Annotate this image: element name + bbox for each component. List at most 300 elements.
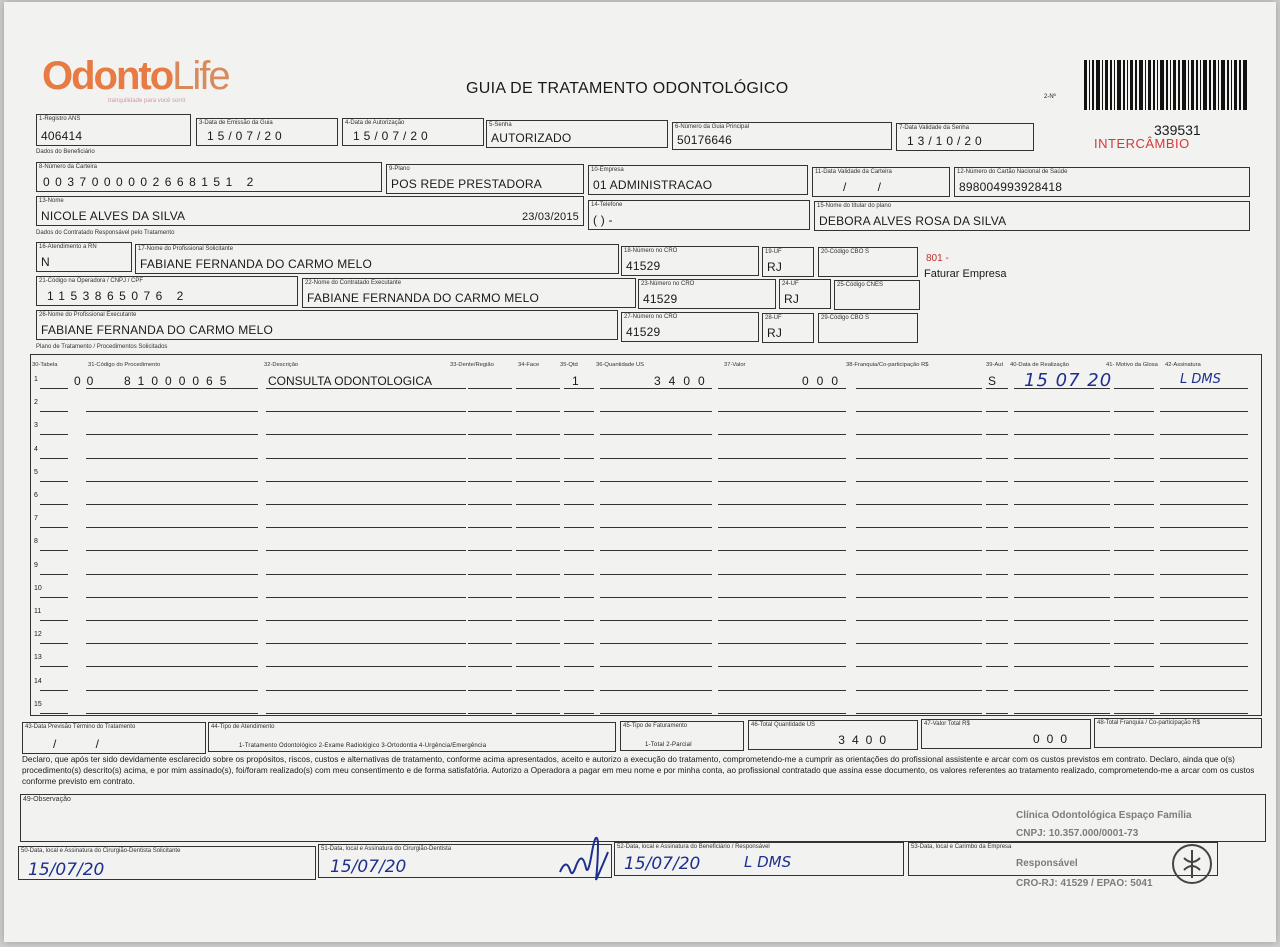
sig-50-box: 50-Data, local e Assinatura do Cirurgião-Dentista Solicitante — [18, 846, 316, 880]
row-field-line — [266, 566, 466, 575]
stamp-cnpj: CNPJ: 10.357.000/0001-73 — [1016, 828, 1139, 839]
table-header: 31-Código do Procedimento — [88, 362, 161, 368]
row-field-line — [1014, 519, 1110, 528]
row-field-line — [856, 519, 982, 528]
row-field-line — [468, 519, 512, 528]
row-field-line — [1014, 589, 1110, 598]
row-field-line — [516, 635, 560, 644]
cro-18-value: 41529 — [626, 259, 661, 273]
row-field-line — [1114, 589, 1154, 598]
stamp-responsavel: Responsável — [1016, 858, 1078, 869]
table-row — [34, 608, 1254, 622]
row-field-line — [266, 635, 466, 644]
row-field-line — [1160, 658, 1248, 667]
row-field-line — [1114, 519, 1154, 528]
row-field-line — [986, 612, 1008, 621]
row-field-line — [986, 566, 1008, 575]
row-field-line — [986, 496, 1008, 505]
row-field-line — [1014, 426, 1110, 435]
row-field-line — [86, 589, 258, 598]
tipo-atendimento-value: 1-Tratamento Odontológico 2-Exame Radiológico 3-Ortodontia 4-Urgência/Emergência — [239, 743, 487, 749]
row-field-line — [40, 496, 68, 505]
total-us-value: 3400 — [838, 733, 893, 747]
row-field-line — [986, 589, 1008, 598]
row-field-line — [718, 519, 846, 528]
row-field-line — [40, 566, 68, 575]
guia-document — [4, 2, 1276, 942]
cartao-nacional-box: 12-Número do Cartão Nacional de Saúde 898004993928418 — [954, 167, 1250, 197]
row-field-line — [564, 635, 594, 644]
row-field-line — [266, 658, 466, 667]
plano-box: 9-Plano POS REDE PRESTADORA — [386, 164, 584, 194]
prof-solicitante-value: FABIANE FERNANDA DO CARMO MELO — [140, 257, 373, 271]
row-number: 13 — [34, 654, 42, 662]
row-field-line — [40, 473, 68, 482]
row-field-line — [516, 589, 560, 598]
row-field-line — [856, 473, 982, 482]
table-row — [34, 562, 1254, 576]
row-field-line — [856, 450, 982, 459]
sig-51-date: 15/07/20 — [330, 857, 407, 877]
row-field-line — [564, 450, 594, 459]
row-field-line — [266, 496, 466, 505]
row-field-line — [1014, 635, 1110, 644]
cro-27-value: 41529 — [626, 325, 661, 339]
row-field-line — [564, 519, 594, 528]
row-number: 8 — [34, 538, 38, 546]
row-field-line — [1114, 496, 1154, 505]
row-field-line — [86, 542, 258, 551]
nome-box: 13-Nome NICOLE ALVES DA SILVA 23/03/2015 — [36, 196, 584, 226]
empresa-box: 10-Empresa 01 ADMINISTRACAO — [588, 165, 808, 195]
observacao-box: 49-Observação — [20, 794, 1266, 842]
row-field-line — [516, 519, 560, 528]
row-field-line — [856, 589, 982, 598]
row-field-line — [40, 380, 68, 389]
faturar-code: 801 - — [926, 253, 949, 264]
row-field-line — [856, 542, 982, 551]
row-field-line — [468, 635, 512, 644]
row-field-line — [1014, 403, 1110, 412]
contratado-exec-box: 22-Nome do Contratado Executante FABIANE FERNANDA DO CARMO MELO — [302, 278, 636, 308]
table-row — [34, 678, 1254, 692]
row-field-line — [86, 496, 258, 505]
row-field-line — [1114, 682, 1154, 691]
row-field-line — [600, 566, 712, 575]
nome-value: NICOLE ALVES DA SILVA — [41, 209, 186, 223]
row-valor: 000 — [802, 374, 847, 388]
row-field-line — [564, 426, 594, 435]
table-row — [34, 446, 1254, 460]
row-field-line — [1114, 473, 1154, 482]
row-field-line — [718, 589, 846, 598]
declaration-text: Declaro, que após ter sido devidamente esclarecido sobre os propósitos, riscos, custos e alternativas de tratamento, conforme acima apresentados, aceito e autorizo a execução do tratamento, comprometendo-me a cumprir as orientações do profissional assistente e arcar com os custos previstos em contrato. Declaro, ainda que o(s) procedimento(s) descrito(s) acima, e por mim assinado(s), foi/foram realizado(s) com meu consentimento e de forma satisfatória. Autorizo a Operadora a pagar em meu nome e por minha conta, ao profissional contratado que assina esse documento, os valores referentes ao tratamento realizado, comprometendo-me a arcar com os custos conforme previsto em contrato. — [22, 755, 1255, 786]
row-field-line — [266, 589, 466, 598]
row-field-line — [40, 589, 68, 598]
row-field-line — [40, 403, 68, 412]
row-field-line — [1114, 705, 1154, 714]
row-field-line — [1160, 612, 1248, 621]
row-field-line — [266, 705, 466, 714]
table-row — [34, 399, 1254, 413]
row-number: 11 — [34, 608, 42, 615]
plano-value: POS REDE PRESTADORA — [391, 177, 542, 191]
registro-ans-value: 406414 — [41, 129, 83, 143]
row-field-line — [564, 542, 594, 551]
table-header: 41- Motivo da Glosa — [1106, 362, 1158, 368]
stamp-cro: CRO-RJ: 41529 / EPAO: 5041 — [1016, 878, 1153, 889]
row-data-realizacao: 15 07 20 — [1024, 370, 1113, 391]
row-field-line — [516, 566, 560, 575]
row-field-line — [86, 426, 258, 435]
cro-23-box: 23-Número no CRO 41529 — [638, 279, 776, 309]
row-field-line — [564, 566, 594, 575]
row-field-line — [856, 403, 982, 412]
row-field-line — [718, 612, 846, 621]
row-field-line — [1160, 589, 1248, 598]
row-field-line — [564, 589, 594, 598]
table-row — [34, 701, 1254, 715]
row-field-line — [40, 450, 68, 459]
row-field-line — [40, 542, 68, 551]
table-row — [34, 654, 1254, 668]
row-field-line — [86, 403, 258, 412]
row-field-line — [1014, 542, 1110, 551]
senha-box: 5-Senha AUTORIZADO — [486, 120, 668, 148]
carteira-value: 0037000002668151 2 — [43, 175, 259, 189]
valor-total-value: 000 — [1032, 732, 1074, 746]
validade-carteira-value: / / — [843, 180, 896, 194]
row-field-line — [600, 612, 712, 621]
row-field-line — [600, 635, 712, 644]
total-franquia-box: 48-Total Franquia / Co-participação R$ — [1094, 718, 1262, 748]
row-field-line — [856, 682, 982, 691]
row-field-line — [986, 473, 1008, 482]
carteira-box: 8-Número da Carteira 0037000002668151 2 — [36, 162, 382, 192]
stamp-clinic: Clínica Odontológica Espaço Família — [1016, 810, 1192, 821]
row-field-line — [600, 450, 712, 459]
validade-senha-value: 13/10/20 — [907, 134, 986, 148]
cbo-29-box: 29-Código CBO S — [818, 313, 918, 343]
row-field-line — [86, 566, 258, 575]
titular-box: 15-Nome do titular do plano DEBORA ALVES ROSA DA SILVA — [814, 201, 1250, 231]
row-field-line — [1114, 566, 1154, 575]
data-emissao-box: 3-Data de Emissão da Guia 15/07/20 — [196, 118, 338, 146]
row-field-line — [718, 542, 846, 551]
cnes-box: 25-Código CNES — [834, 280, 920, 310]
validade-senha-box: 7-Data Validade da Senha 13/10/20 — [896, 123, 1034, 151]
sig-53-box: 53-Data, local e Carimbo da Empresa — [908, 842, 1218, 876]
telefone-box: 14-Telefone ( ) - — [588, 200, 810, 230]
row-field-line — [516, 705, 560, 714]
row-field-line — [856, 612, 982, 621]
empresa-value: 01 ADMINISTRACAO — [593, 178, 713, 192]
row-number: 6 — [34, 492, 38, 499]
row-field-line — [40, 519, 68, 528]
document-title: GUIA DE TRATAMENTO ODONTOLÓGICO — [466, 80, 789, 97]
row-field-line — [600, 658, 712, 667]
row-field-line — [1014, 496, 1110, 505]
tipo-faturamento-value: 1-Total 2-Parcial — [645, 742, 692, 748]
row-field-line — [986, 426, 1008, 435]
row-field-line — [516, 542, 560, 551]
row-field-line — [856, 380, 982, 389]
row-field-line — [40, 705, 68, 714]
row-number: 3 — [34, 422, 38, 430]
table-header: 36-Quantidade US — [596, 362, 645, 368]
row-field-line — [856, 658, 982, 667]
row-field-line — [564, 658, 594, 667]
row-field-line — [86, 612, 258, 621]
row-field-line — [468, 450, 512, 459]
registro-ans-box: 1-Registro ANS 406414 — [36, 114, 191, 146]
row-field-line — [718, 403, 846, 412]
row-field-line — [600, 705, 712, 714]
logo-tagline: tranquilidade para você sorrir — [108, 98, 186, 104]
row-field-line — [986, 682, 1008, 691]
row-field-line — [1114, 426, 1154, 435]
prof-exec-box: 26-Nome do Profissional Executante FABIANE FERNANDA DO CARMO MELO — [36, 310, 618, 340]
previsao-value: / / — [53, 737, 118, 751]
cro-27-box: 27-Número no CRO 41529 — [621, 312, 759, 342]
table-row — [34, 585, 1254, 599]
guia-number: 339531 — [1154, 122, 1201, 138]
row-field-line — [516, 612, 560, 621]
prof-solicitante-box: 17-Nome do Profissional Solicitante FABIANE FERNANDA DO CARMO MELO — [135, 244, 619, 274]
uf-24-box: 24-UF RJ — [779, 279, 831, 309]
row-number: 10 — [34, 584, 42, 592]
row-field-line — [856, 496, 982, 505]
row-us: 3400 — [654, 374, 713, 388]
row-field-line — [1114, 403, 1154, 412]
barcode-icon — [1084, 60, 1248, 110]
row-field-line — [1014, 566, 1110, 575]
row-field-line — [1114, 612, 1154, 621]
prof-exec-value: FABIANE FERNANDA DO CARMO MELO — [41, 323, 274, 337]
row-field-line — [468, 426, 512, 435]
row-field-line — [600, 403, 712, 412]
row-field-line — [516, 473, 560, 482]
row-field-line — [1014, 705, 1110, 714]
table-row — [34, 631, 1254, 645]
row-field-line — [468, 589, 512, 598]
row-field-line — [86, 682, 258, 691]
cartao-nacional-value: 898004993928418 — [959, 180, 1063, 194]
row-field-line — [1114, 635, 1154, 644]
row-field-line — [1160, 635, 1248, 644]
row-field-line — [718, 635, 846, 644]
table-row — [34, 370, 1254, 391]
section-beneficiario: Dados do Beneficiário — [36, 149, 95, 155]
row-field-line — [856, 426, 982, 435]
table-header: 38-Franquia/Co-participação R$ — [846, 362, 929, 368]
row-field-line — [856, 635, 982, 644]
row-number: 4 — [34, 445, 38, 453]
row-field-line — [40, 682, 68, 691]
row-field-line — [600, 682, 712, 691]
table-row — [34, 515, 1254, 529]
row-field-line — [1114, 380, 1154, 389]
row-number: 9 — [34, 561, 38, 569]
data-autorizacao-box: 4-Data de Autorização 15/07/20 — [342, 118, 484, 146]
row-descricao: CONSULTA ODONTOLOGICA — [268, 374, 433, 388]
row-number: 5 — [34, 468, 38, 476]
sig-52-signature: L DMS — [744, 853, 792, 871]
row-field-line — [718, 426, 846, 435]
row-field-line — [468, 403, 512, 412]
row-field-line — [1014, 612, 1110, 621]
row-field-line — [856, 566, 982, 575]
row-field-line — [468, 473, 512, 482]
row-field-line — [468, 380, 512, 389]
row-field-line — [564, 705, 594, 714]
guia-number-label: 2-Nº — [1044, 94, 1056, 100]
titular-value: DEBORA ALVES ROSA DA SILVA — [819, 214, 1007, 228]
row-field-line — [600, 542, 712, 551]
sig-52-date: 15/07/20 — [624, 854, 701, 874]
row-tabela: 00 — [74, 374, 100, 388]
row-field-line — [718, 473, 846, 482]
table-row — [34, 538, 1254, 552]
row-field-line — [986, 519, 1008, 528]
valor-total-box: 47-Valor Total R$ 000 — [921, 719, 1091, 749]
row-field-line — [718, 682, 846, 691]
telefone-value: ( ) - — [593, 213, 613, 227]
cnpj-box: 21-Código na Operadora / CNPJ / CPF 1153865076 2 — [36, 276, 298, 306]
uf-28-value: RJ — [767, 326, 783, 340]
table-header: 35-Qtd — [560, 362, 578, 368]
row-field-line — [516, 450, 560, 459]
row-field-line — [266, 403, 466, 412]
row-aut: S — [988, 374, 997, 388]
row-field-line — [1160, 473, 1248, 482]
stamp-seal-icon — [1170, 842, 1214, 886]
row-number: 15 — [34, 700, 42, 708]
row-field-line — [718, 496, 846, 505]
row-field-line — [516, 682, 560, 691]
senha-value: AUTORIZADO — [491, 131, 572, 145]
guia-principal-value: 50176646 — [677, 133, 732, 147]
row-field-line — [516, 658, 560, 667]
section-contratado: Dados do Contratado Responsável pelo Tratamento — [36, 230, 175, 236]
row-number: 7 — [34, 515, 38, 523]
row-field-line — [468, 566, 512, 575]
row-field-line — [1160, 403, 1248, 412]
row-number: 12 — [34, 631, 42, 639]
row-field-line — [718, 450, 846, 459]
atendimento-rn-box: 16-Atendimento a RN N — [36, 242, 132, 272]
row-field-line — [516, 380, 560, 389]
row-field-line — [468, 496, 512, 505]
row-field-line — [600, 473, 712, 482]
cro-18-box: 18-Número no CRO 41529 — [621, 246, 759, 276]
row-field-line — [718, 566, 846, 575]
row-assinatura: L DMS — [1180, 372, 1221, 387]
row-field-line — [1014, 682, 1110, 691]
row-field-line — [468, 612, 512, 621]
row-field-line — [516, 496, 560, 505]
row-field-line — [40, 635, 68, 644]
table-row — [34, 422, 1254, 436]
row-field-line — [600, 519, 712, 528]
uf-19-box: 19-UF RJ — [762, 247, 814, 277]
contratado-exec-value: FABIANE FERNANDA DO CARMO MELO — [307, 291, 540, 305]
row-field-line — [986, 542, 1008, 551]
row-field-line — [564, 612, 594, 621]
row-field-line — [266, 612, 466, 621]
row-field-line — [600, 589, 712, 598]
row-field-line — [1014, 450, 1110, 459]
row-field-line — [986, 403, 1008, 412]
row-field-line — [1114, 450, 1154, 459]
atendimento-rn-value: N — [41, 255, 50, 269]
data-emissao-value: 15/07/20 — [207, 129, 286, 143]
row-field-line — [986, 635, 1008, 644]
row-field-line — [986, 658, 1008, 667]
row-field-line — [718, 705, 846, 714]
uf-19-value: RJ — [767, 260, 783, 274]
row-field-line — [1160, 519, 1248, 528]
row-field-line — [1014, 473, 1110, 482]
row-field-line — [1160, 682, 1248, 691]
data-autorizacao-value: 15/07/20 — [353, 129, 432, 143]
row-field-line — [266, 542, 466, 551]
table-header: 39-Aut — [986, 362, 1004, 368]
row-field-line — [1160, 496, 1248, 505]
row-field-line — [266, 519, 466, 528]
row-field-line — [266, 450, 466, 459]
table-header: 34-Face — [518, 362, 540, 368]
row-field-line — [86, 658, 258, 667]
row-field-line — [1160, 705, 1248, 714]
sig-51-box: 51-Data, local e Assinatura do Cirurgião-Dentista — [318, 844, 612, 878]
row-field-line — [86, 450, 258, 459]
row-field-line — [564, 403, 594, 412]
row-field-line — [564, 473, 594, 482]
row-field-line — [86, 705, 258, 714]
row-field-line — [40, 658, 68, 667]
row-field-line — [516, 403, 560, 412]
row-codigo: 81000065 — [124, 374, 234, 388]
cnpj-value: 1153865076 2 — [47, 289, 189, 303]
row-field-line — [40, 426, 68, 435]
sig-52-box: 52-Data, local e Assinatura do Beneficiário / Responsável — [614, 842, 904, 876]
table-header: 33-Dente/Região — [450, 362, 494, 368]
row-field-line — [986, 705, 1008, 714]
row-field-line — [1160, 450, 1248, 459]
intercambio-label: INTERCÂMBIO — [1094, 136, 1190, 151]
row-field-line — [86, 519, 258, 528]
row-number: 1 — [34, 376, 38, 383]
row-field-line — [564, 380, 594, 389]
row-field-line — [1114, 658, 1154, 667]
row-number: 14 — [34, 677, 42, 685]
row-field-line — [40, 612, 68, 621]
tipo-faturamento-box: 45-Tipo de Faturamento 1-Total 2-Parcial — [620, 721, 744, 751]
row-field-line — [718, 658, 846, 667]
row-number: 2 — [34, 399, 38, 407]
row-field-line — [468, 705, 512, 714]
row-field-line — [468, 658, 512, 667]
row-field-line — [1160, 566, 1248, 575]
section-plano: Plano de Tratamento / Procedimentos Solicitados — [36, 344, 168, 350]
total-us-box: 46-Total Quantidade US 3400 — [748, 720, 918, 750]
row-field-line — [986, 450, 1008, 459]
row-field-line — [516, 426, 560, 435]
row-field-line — [600, 426, 712, 435]
uf-24-value: RJ — [784, 292, 800, 306]
row-field-line — [564, 496, 594, 505]
